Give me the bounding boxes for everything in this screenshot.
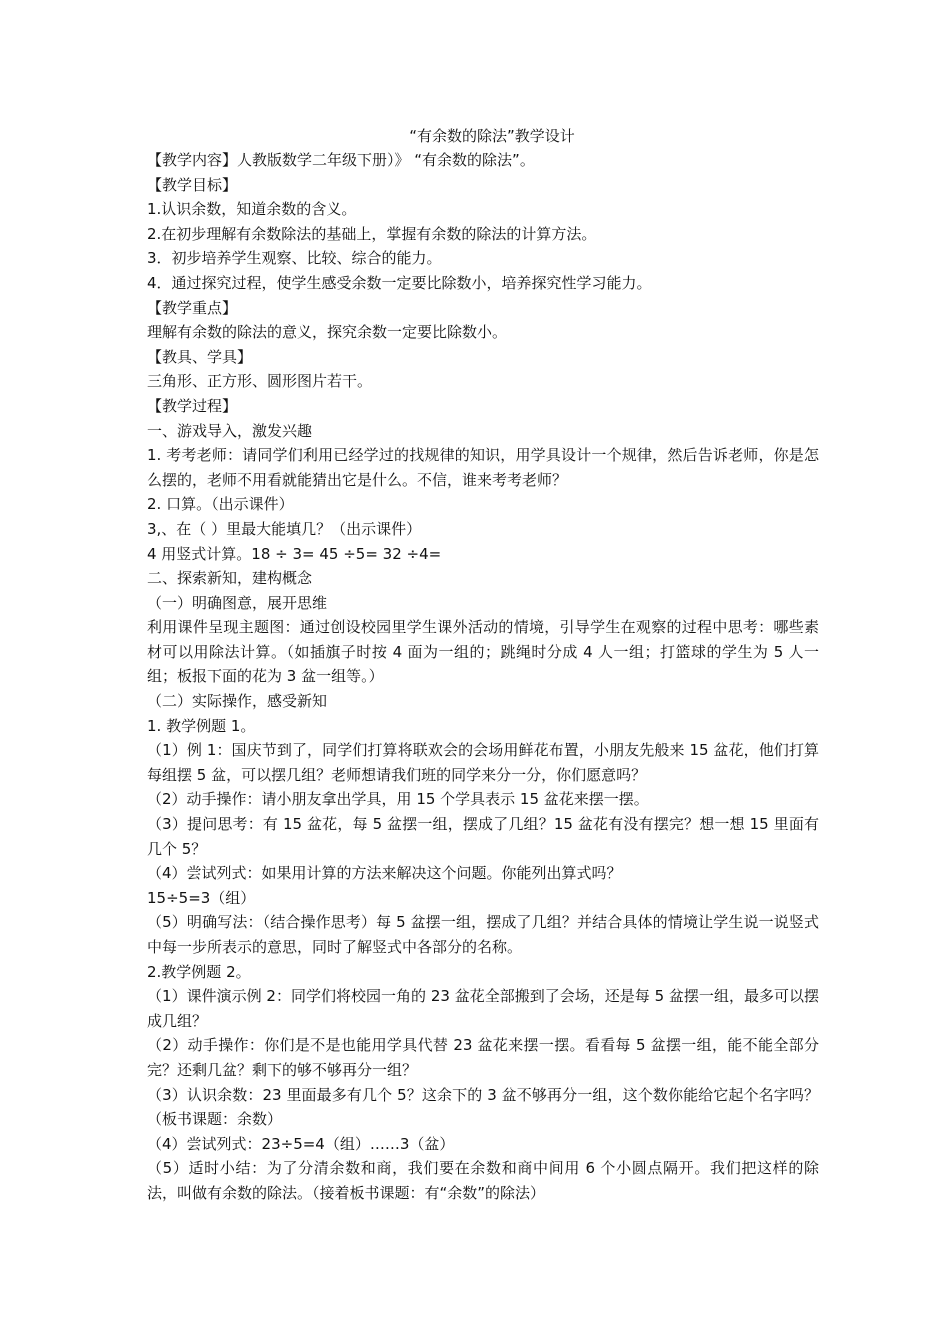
document-body: [147, 148, 819, 1206]
objective-item-4: 4．通过探究过程，使学生感受余数一定要比除数小，培养探究性学习能力。: [147, 273, 652, 292]
materials-text: 三角形、正方形、圆形图片若干。: [147, 372, 373, 391]
document-title: “有余数的除法”教学设计: [409, 127, 575, 145]
teaching-content-line: 【教学内容】人教版数学二年级下册）》 “有余数的除法”。: [147, 151, 535, 169]
subheading-2: （二）实际操作，感受新知: [147, 692, 328, 711]
example-2-heading: 2.教学例题 2。: [147, 962, 251, 981]
item-fill-blank: 3,、在（ ）里最大能填几？（出示课件）: [147, 519, 422, 538]
key-point-text: 理解有余数的除法的意义，探究余数一定要比除数小。: [147, 323, 508, 342]
objective-item-3: 3．初步培养学生观察、比较、综合的能力。: [147, 249, 442, 268]
example-2-step-4: （4）尝试列式：23÷5=4（组）……3（盆）: [147, 1134, 455, 1153]
example-1-equation: 15÷5=3（组）: [147, 888, 256, 907]
example-2-step-2: （2）动手操作：你们是不是也能用学具代替 23 盆花来摆一摆。看看每 5 盆摆一组，能不能全部分完？还剩几盆？剩下的够不够再分一组？: [147, 1036, 819, 1079]
example-2-step-5: （5）适时小结：为了分清余数和商，我们要在余数和商中间用 6 个小圆点隔开。我们把这样的除法，叫做有余数的除法。（接着板书课题：有“余数”的除法）: [147, 1159, 819, 1202]
example-2-step-3: （3）认识余数：23 里面最多有几个 5？这余下的 3 盆不够再分一组，这个数你能给它起个名字吗？（板书课题：余数）: [147, 1085, 819, 1129]
example-1-step-2: （2）动手操作：请小朋友拿出学具，用 15 个学具表示 15 盆花来摆一摆。: [147, 790, 649, 809]
objective-item-2: 2.在初步理解有余数除法的基础上，掌握有余数的除法的计算方法。: [147, 224, 597, 243]
example-1-heading: 1. 教学例题 1。: [147, 716, 256, 735]
part-heading-1: 一、游戏导入，激发兴趣: [147, 421, 313, 440]
example-2-step-1: （1）课件演示例 2：同学们将校园一角的 23 盆花全部搬到了会场，还是每 5 盆摆一组，最多可以摆成几组？: [147, 987, 819, 1030]
example-1-step-4: （4）尝试列式：如果用计算的方法来解决这个问题。你能列出算式吗？: [147, 864, 622, 883]
item-vertical-calculation: 4 用竖式计算。18 ÷ 3= 45 ÷5= 32 ÷4=: [147, 544, 442, 563]
example-1-step-1: （1）例 1：国庆节到了，同学们打算将联欢会的会场用鲜花布置，小朋友先般来 15 盆花，他们打算每组摆 5 盆，可以摆几组？老师想请我们班的同学来分一分，你们愿意吗？: [147, 741, 819, 784]
paragraph-test-teacher: 1. 考考老师：请同学们利用已经学过的找规律的知识，用学具设计一个规律，然后告诉老师，你是怎么摆的，老师不用看就能猜出它是什么。不信，谁来考考老师？: [147, 446, 819, 489]
paragraph-theme-picture: 利用课件呈现主题图：通过创设校园里学生课外活动的情境，引导学生在观察的过程中思考：哪些素材可以用除法计算。（如插旗子时按 4 面为一组的；跳绳时分成 4 人一组；打篮球的学生为 5 人一组；板报下面的花为 3 盆一组等。）: [147, 618, 819, 686]
section-heading-objectives: 【教学目标】: [147, 175, 238, 194]
subheading-1: （一）明确图意，展开思维: [147, 593, 328, 612]
example-1-step-3: （3）提问思考：有 15 盆花，每 5 盆摆一组，摆成了几组？15 盆花有没有摆完？想一想 15 里面有几个 5？: [147, 815, 819, 858]
section-heading-process: 【教学过程】: [147, 396, 238, 415]
section-heading-materials: 【教具、学具】: [147, 347, 253, 366]
objective-item-1: 1.认识余数，知道余数的含义。: [147, 200, 357, 219]
section-heading-key-points: 【教学重点】: [147, 298, 238, 317]
example-1-step-5: （5）明确写法：（结合操作思考）每 5 盆摆一组，摆成了几组？并结合具体的情境让学生说一说竖式中每一步所表示的意思，同时了解竖式中各部分的名称。: [147, 913, 819, 956]
part-heading-2: 二、探索新知，建构概念: [147, 569, 313, 588]
item-oral-calculation: 2. 口算。（出示课件）: [147, 495, 294, 514]
